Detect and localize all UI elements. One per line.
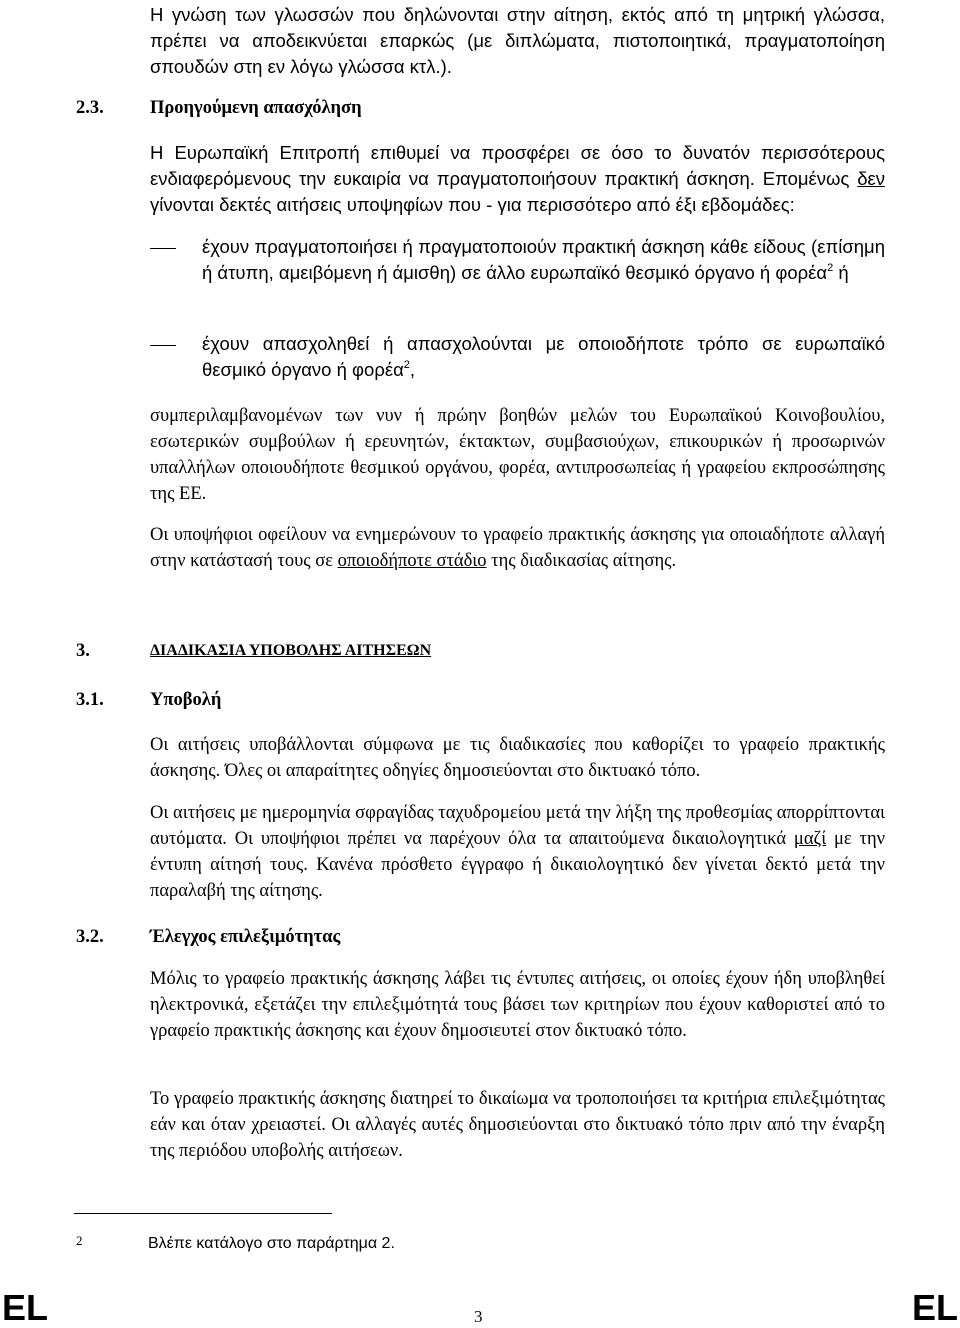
submission-1-text: Οι αιτήσεις υποβάλλονται σύμφωνα με τις διαδικασίες που καθορίζει το γραφείο πρακτικής άσκησης. Όλες οι απαραίτητες οδηγίες δημοσιεύονται στο δικτυακό τόπο. [150,735,885,781]
section-3-1-number: 3.1. [76,690,104,710]
bullet-1-tail: ή [838,262,849,283]
paragraph-including [150,403,885,507]
footer-language-left: EL [2,1287,49,1328]
footnote-number: 2 [76,1233,83,1248]
section-2-3-title: Προηγούμενη απασχόληση [150,98,362,118]
paragraph-languages-text: Η γνώση των γλωσσών που δηλώνονται στην αίτηση, εκτός από τη μητρική γλώσσα, πρέπει να αποδεικνύεται επαρκώς (με διπλώματα, πιστοποιητικά, πραγματοποίηση σπουδών στη εν λόγω γλώσσα κτλ.). [150,4,885,77]
submission-2-underlined: μαζί [793,829,827,849]
eligibility-1-text: Μόλις το γραφείο πρακτικής άσκησης λάβει τις έντυπες αιτήσεις, οι οποίες έχουν ήδη υποβληθεί ηλεκτρονικά, εξετάζει την επιλεξιμότητά τους βάσει των κριτηρίων που έχουν καθοριστεί από το γραφείο πρακτικής άσκησης και έχουν δημοσιευτεί στον δικτυακό τόπο. [150,969,885,1041]
eligibility-2-text: Το γραφείο πρακτικής άσκησης διατηρεί το δικαίωμα να τροποποιήσει τα κριτήρια επιλεξιμότητας εάν και όταν χρειαστεί. Οι αλλαγές αυτές δημοσιεύονται στο δικτυακό τόπο πριν από την έναρξη της περιόδου υποβολής αιτήσεων. [150,1089,885,1161]
paragraph-submission-2 [150,800,885,904]
page-number: 3 [474,1307,483,1326]
submission-2-text-b: με την έντυπη αίτησή τους. Κανένα πρόσθετο έγγραφο ή δικαιολογητικό δεν γίνεται δεκτό μετά την παραλαβή της αίτησης. [150,829,885,901]
footnote-separator [74,1213,332,1214]
inform-underlined: οποιοδήποτε στάδιο [337,551,487,571]
bullet-item-1 [202,234,885,286]
paragraph-previous-employment-intro [150,140,885,218]
footer-language-right: EL [911,1287,958,1328]
section-2-3-number: 2.3. [76,98,104,118]
section-3-2-number: 3.2. [76,927,104,947]
section-3-title: ΔΙΑΔΙΚΑΣΙΑ ΥΠΟΒΟΛΗΣ ΑΙΤΗΣΕΩΝ [150,642,432,659]
paragraph-eligibility-2 [150,1086,885,1164]
paragraph-including-text: συμπεριλαμβανομένων των νυν ή πρώην βοηθών μελών του Ευρωπαϊκού Κοινοβουλίου, εσωτερικών συμβούλων ή ερευνητών, έκτακτων, συμβασιούχων, επικουρικών ή προσωρινών υπαλλήλων οποιουδήποτε θεσμικού οργάνου, φορέα, αντιπροσωπείας ή γραφείου εκπροσώπησης της ΕΕ. [150,406,885,504]
section-3-number: 3. [76,641,90,661]
bullet-2-tail: , [409,359,416,380]
intro-text-b: γίνονται δεκτές αιτήσεις υποψηφίων που - για περισσότερο από έξι εβδομάδες: [150,194,795,215]
bullet-2-text: έχουν απασχοληθεί ή απασχολούνται με οποιοδήποτε τρόπο σε ευρωπαϊκό θεσμικό όργανο ή φορέα [202,333,885,380]
paragraph-eligibility-1 [150,966,885,1044]
submission-2-text-a: Οι αιτήσεις με ημερομηνία σφραγίδας ταχυδρομείου μετά την λήξη της προθεσμίας απορρίπτονται αυτόματα. Οι υποψήφιοι πρέπει να παρέχουν όλα τα απαιτούμενα δικαιολογητικά [150,803,885,849]
bullet-1-text: έχουν πραγματοποιήσει ή πραγματοποιούν πρακτική άσκηση κάθε είδους (επίσημη ή άτυπη, αμειβόμενη ή άμισθη) σε άλλο ευρωπαϊκό θεσμικό όργανο ή φορέα [202,236,885,283]
inform-text-b: της διαδικασίας αίτησης. [491,551,677,571]
section-3-2-title: Έλεγχος επιλεξιμότητας [150,927,341,947]
bullet-dash-1 [150,248,176,249]
intro-text-a: Η Ευρωπαϊκή Επιτροπή επιθυμεί να προσφέρει σε όσο το δυνατόν περισσότερους ενδιαφερόμενους την ευκαιρία να πραγματοποιήσουν πρακτική άσκηση. Επομένως [150,142,885,189]
footnote-ref-1: 2 [827,262,834,274]
bullet-item-2 [202,331,885,383]
section-3-1-title: Υποβολή [150,690,222,710]
paragraph-inform-changes [150,522,885,574]
bullet-dash-2 [150,345,176,346]
paragraph-languages [150,2,885,80]
footnote-ref-2: 2 [403,359,410,371]
inform-text-a: Οι υποψήφιοι οφείλουν να ενημερώνουν το γραφείο πρακτικής άσκησης για οποιαδήποτε αλλαγή στην κατάστασή τους σε [150,525,885,571]
footnote-text: Βλέπε κατάλογο στο παράρτημα 2. [148,1235,395,1252]
paragraph-submission-1 [150,732,885,784]
intro-underlined-word: δεν [857,168,885,189]
